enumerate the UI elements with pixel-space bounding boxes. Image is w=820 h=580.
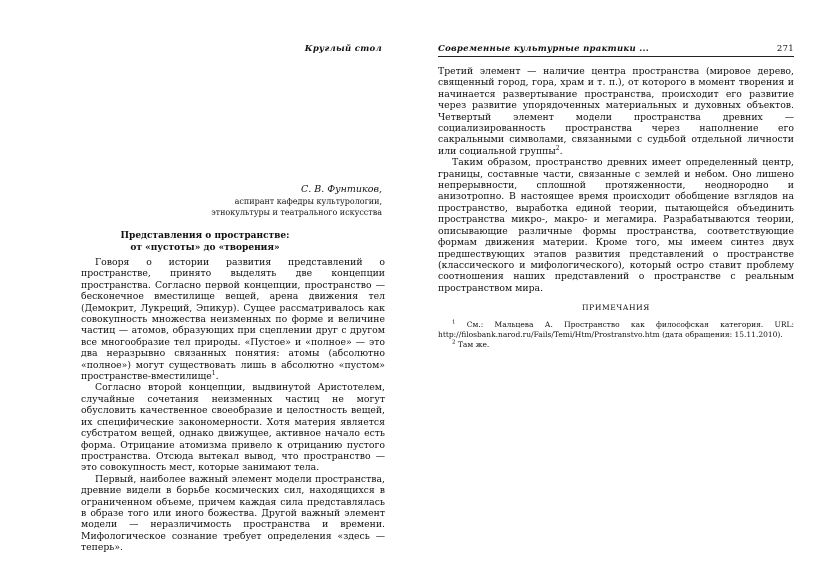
- note-text: Там же.: [457, 340, 490, 349]
- paragraph: Согласно второй концепции, выдвинутой Аристотелем, случайные сочетания неизменных частиц не могут обусловить качественное своеобразие и целостность вещей, их специфические закономерности. Хотя материя является субстратом вещей, однако движущее, активное начало есть форма. Отрицание атомизма привело к отрицанию пустого пространства. Отсюда вытекал вывод, что пространство — это совокупность мест, которые занимают тела.: [81, 382, 385, 474]
- author-name: С. В. Фунтиков,: [300, 184, 382, 195]
- note-text: См.: Мальцева А. Пространство как философская категория. URL: http://filosbank.narod.ru/Fails/Temi/Htm/Prostranstvo.htm (дата обращения: 15.11.2010).: [438, 320, 794, 339]
- author-affiliation-1: аспирант кафедры культурологии,: [234, 197, 382, 206]
- running-head-title: Современные культурные практики ...: [438, 44, 649, 54]
- notes-list: [438, 320, 794, 350]
- page-number: 271: [776, 44, 794, 54]
- footnote-ref[interactable]: 2: [555, 144, 560, 152]
- article-title-line-1: Представления о пространстве:: [120, 231, 290, 241]
- article-title: [60, 230, 350, 254]
- running-head-right: [438, 44, 794, 57]
- notes-heading: ПРИМЕЧАНИЯ: [582, 303, 650, 312]
- running-head-left: Круглый стол: [304, 44, 382, 54]
- note-item: [438, 340, 794, 350]
- note-number: 1: [452, 319, 456, 326]
- note-item: [438, 320, 794, 340]
- paragraph: Третий элемент — наличие центра пространства (мировое дерево, священный город, гора, храм и т. п.), от которого в момент творения и начинается развертывание пространства, происходит его развитие через развитие упорядоченных материальных и духовных объектов. Четвертый элемент модели пространства древних — социализированность пространства через наполнение его сакральными символами, связанными с судьбой отдельной личности или социальной группы$^2$.: [438, 66, 794, 157]
- paragraph: Говоря о истории развития представлений о пространстве, принято выделять две концепции пространства. Согласно первой концепции, пространство — бесконечное вместилище вещей, арена движения тел (Демокрит, Лукреций, Эпикур). Сущее рассматривалось как совокупность множества неизменных по форме и величине частиц — атомов, образующих при сцеплении друг с другом все многообразие тел природы. «Пустое» и «полное» — это два неразрывно связанных понятия: атомы (абсолютно «полное») могут существовать лишь в абсолютно «пустом» пространстве-вместилище$^1$.: [81, 257, 385, 383]
- left-body-text: [81, 257, 385, 554]
- footnote-ref[interactable]: 1: [211, 369, 216, 377]
- author-block: [211, 183, 382, 218]
- right-body-text: [438, 66, 794, 294]
- paragraph: Первый, наиболее важный элемент модели пространства, древние видели в борьбе космических сил, находящихся в ограниченном объеме, причем каждая сила представлялась в образе того или иного божества. Другой важный элемент модели — неразличимость пространства и времени. Мифологическое сознание требует определения «здесь — теперь».: [81, 473, 385, 554]
- author-affiliation-2: этнокультуры и театрального искусства: [211, 208, 382, 217]
- article-title-line-2: от «пустоты» до «творения»: [130, 243, 280, 253]
- paragraph: Таким образом, пространство древних имеет определенный центр, границы, составные части, связанные с землей и небом. Оно лишено непрерывности, сплошной протяженности, неоднородно и анизотропно. В настоящее время происходит обобщение взглядов на пространство, выработка единой теории, пытающейся объединить пространства микро-, макро- и мегамира. Разрабатываются теории, описывающие различные формы пространства, соответствующие формам движения материи. Кроме того, мы имеем синтез двух предшествующих этапов развития представлений о пространстве (классического и мифологического), который остро ставит проблему соотношения наших представлений о пространстве с реальным пространством мира.: [438, 157, 794, 294]
- note-number: 2: [452, 339, 456, 346]
